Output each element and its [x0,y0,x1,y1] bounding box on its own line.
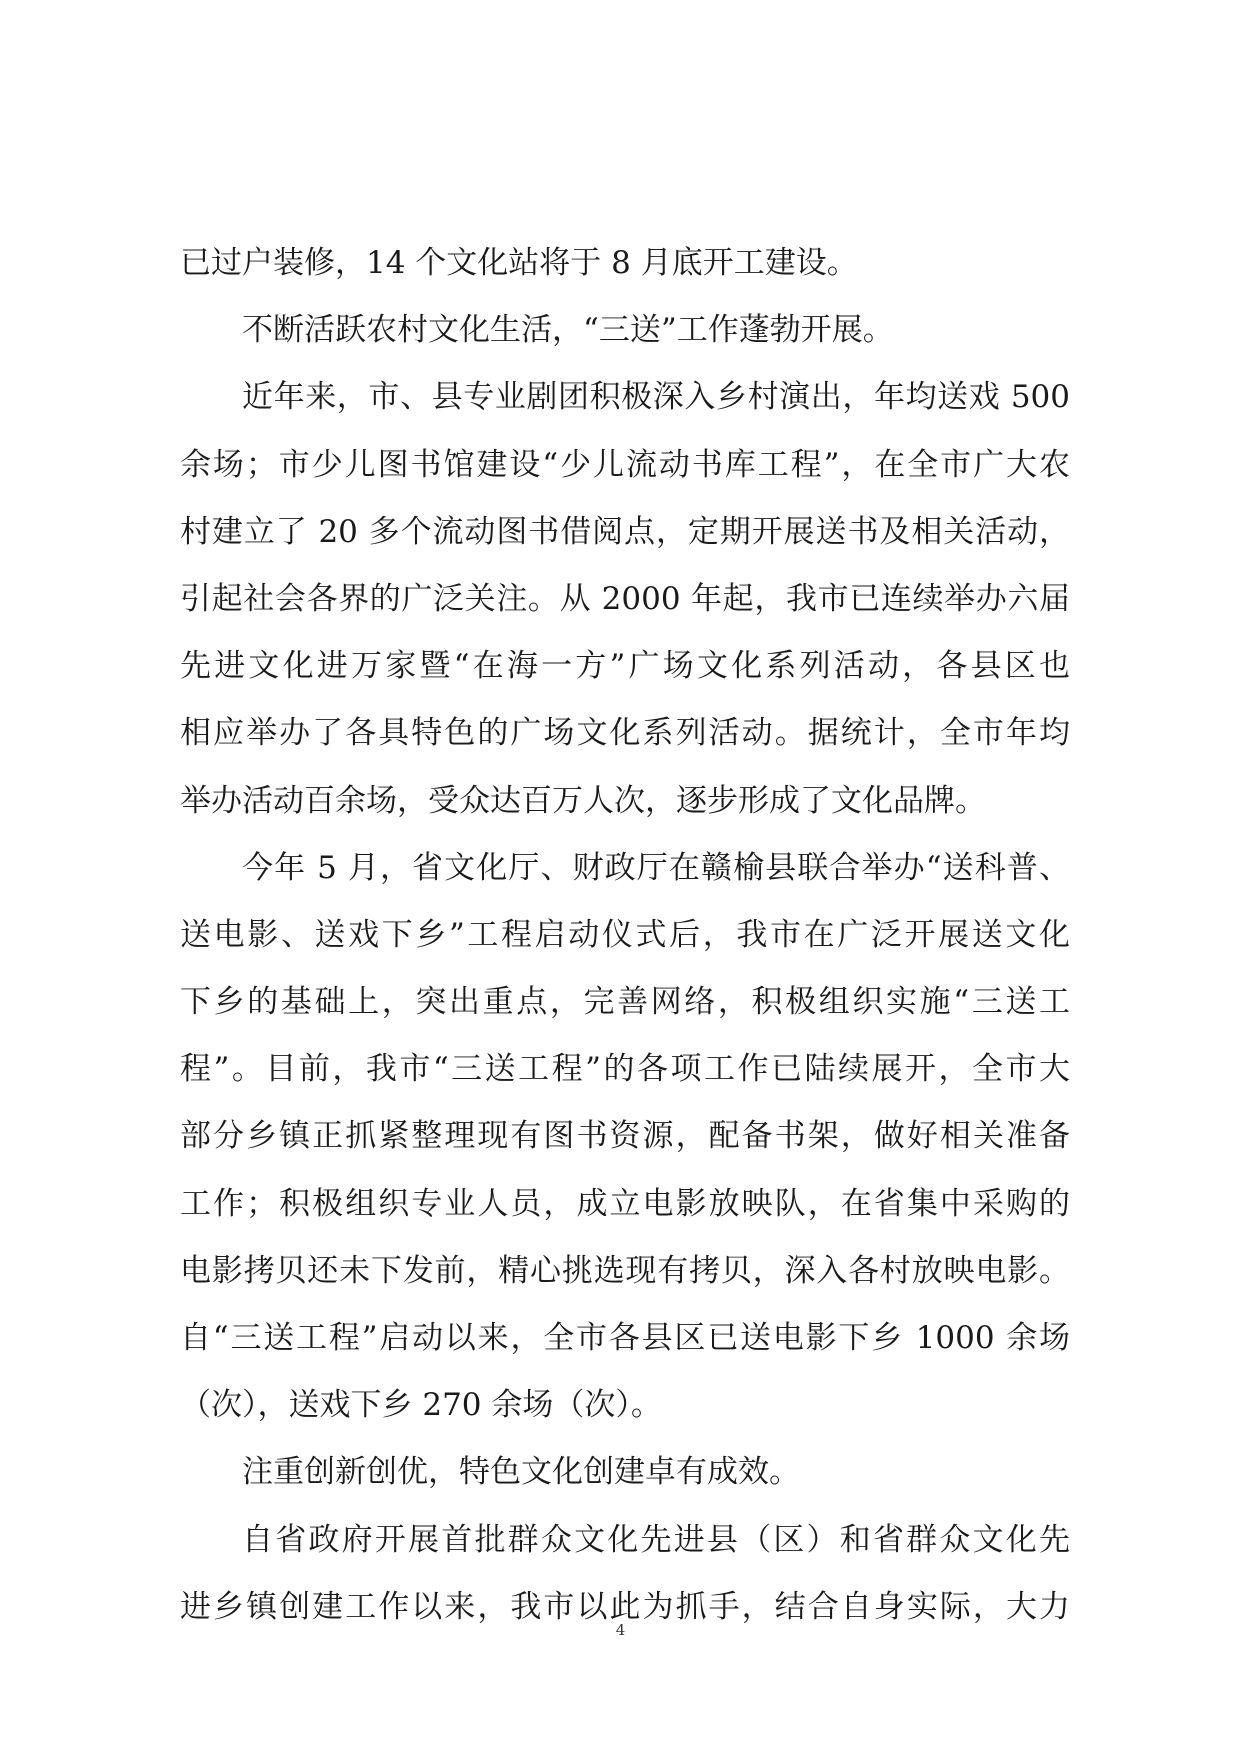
text-line: 已过户装修，14 个文化站将于 8 月底开工建设。 [180,245,858,281]
section-heading: 注重创新创优，特色文化创建卓有成效。 [242,1454,800,1491]
text-line: 村建立了 20 多个流动图书借阅点，定期开展送书及相关活动， [180,513,1070,550]
text-line: 送电影、送戏下乡”工程启动仪式后，我市在广泛开展送文化 [180,916,1070,953]
text-line: 自省政府开展首批群众文化先进县（区）和省群众文化先 [242,1521,1070,1558]
text-line: 电影拷贝还未下发前，精心挑选现有拷贝，深入各村放映电影。 [180,1252,1070,1289]
section-heading: 不断活跃农村文化生活，“三送”工作蓬勃开展。 [242,312,894,349]
text-line: 举办活动百余场，受众达百万人次，逐步形成了文化品牌。 [180,782,986,819]
text-line: 引起社会各界的广泛关注。从 2000 年起，我市已连续举办六届 [180,580,1070,617]
text-line: 工作；积极组织专业人员，成立电影放映队，在省集中采购的 [180,1185,1070,1222]
text-line: 近年来，市、县专业剧团积极深入乡村演出，年均送戏 500 [242,379,1070,416]
text-line: （次），送戏下乡 270 余场（次）。 [180,1387,662,1424]
text-line: 进乡镇创建工作以来，我市以此为抓手，结合自身实际，大力 [180,1588,1070,1625]
text-line: 先进文化进万家暨“在海一方”广场文化系列活动，各县区也 [180,648,1070,685]
text-line: 余场；市少儿图书馆建设“少儿流动书库工程”，在全市广大农 [180,446,1070,483]
text-line: 程”。目前，我市“三送工程”的各项工作已陆续展开，全市大 [180,1051,1070,1088]
body-text [180,230,1070,1641]
page-number: 4 [615,1621,626,1639]
text-line: 部分乡镇正抓紧整理现有图书资源，配备书架，做好相关准备 [180,1118,1070,1155]
text-line: 自“三送工程”启动以来，全市各县区已送电影下乡 1000 余场 [180,1320,1070,1356]
text-line: 下乡的基础上，突出重点，完善网络，积极组织实施“三送工 [180,984,1070,1021]
text-line: 今年 5 月，省文化厅、财政厅在赣榆县联合举办“送科普、 [242,849,1070,886]
text-line: 相应举办了各具特色的广场文化系列活动。据统计，全市年均 [180,715,1070,752]
